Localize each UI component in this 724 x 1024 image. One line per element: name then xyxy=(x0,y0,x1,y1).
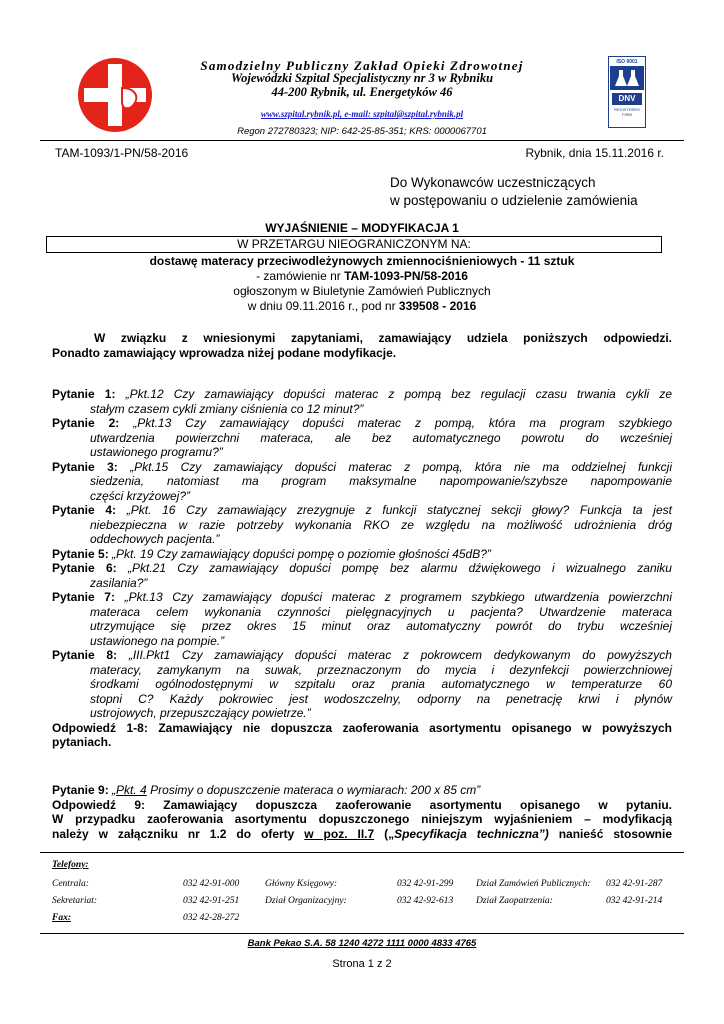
question-label: Pytanie 6: xyxy=(52,561,117,575)
order-prefix: - zamówienie nr xyxy=(256,269,345,283)
fax-label: Fax: xyxy=(52,913,71,923)
question-text: „Pkt.13 Czy zamawiający dopuści materac z programem szybkiego utwardzenia powierzchni xyxy=(124,590,672,604)
question-item xyxy=(52,416,672,460)
question-label: Pytanie 3: xyxy=(52,459,118,474)
footer-phone: 032 42-91-299 xyxy=(397,879,454,889)
answer-9-line: W przypadku zaoferowania asortymentu dopuszczonego niniejszym wyjaśnieniem – modyfikacją xyxy=(52,812,672,826)
question-text: stałym czasem cykli zmiany ciśnienia co 12 minut?” xyxy=(90,401,364,416)
footer-phone: 032 42-91-214 xyxy=(606,896,663,906)
intro-line: W związku z wniesionymi zapytaniami, zamawiający udziela poniższych odpowiedzi. xyxy=(94,331,672,345)
question-text: „Pkt.12 Czy zamawiający dopuści materac z pompą bez regulacji czasu trwania cykli ze xyxy=(125,387,672,401)
header-divider xyxy=(40,140,684,141)
date-prefix: w dniu 09.11.2016 r., pod nr xyxy=(247,299,399,313)
footer-divider xyxy=(40,852,684,853)
footer-label: Dział Zamówień Publicznych: xyxy=(476,879,591,889)
answer-text: („ xyxy=(374,826,395,841)
footer-label: Główny Księgowy: xyxy=(265,879,338,889)
registered-firm-label: REGISTERED FIRM xyxy=(613,107,640,117)
answer-9-line xyxy=(52,827,672,842)
question-text: „III.Pkt1 Czy zamawiający dopuści materac z pokrowcem dedykowanym do powyższych xyxy=(128,648,672,662)
iso-certificate-badge xyxy=(608,56,646,128)
question-list xyxy=(52,387,672,750)
subject-line: dostawę materacy przeciwodleżynowych zmiennociśnieniowych - 11 sztuk xyxy=(149,254,575,268)
question-item xyxy=(52,590,672,648)
question-item xyxy=(52,561,672,590)
question-text: utwardzenia powierzchni materaca, ale bez automatycznego powrotu do wcześniej xyxy=(90,430,672,445)
order-number-line xyxy=(0,269,724,284)
page-number: Strona 1 z 2 xyxy=(332,958,392,970)
question-label: Pytanie 9: xyxy=(52,783,109,797)
answer-1-8: Odpowiedź 1-8: Zamawiający nie dopuszcza zaoferowania asortymentu opisanego w powyższych xyxy=(52,720,672,735)
iso-label: ISO 9001 xyxy=(616,59,638,65)
question-9-block xyxy=(52,783,672,841)
org-name: Samodzielny Publiczny Zakład Opieki Zdrowotnej xyxy=(200,58,524,73)
dnv-logo: DNV xyxy=(612,93,642,105)
question-text: ustawionego na pompie.” xyxy=(90,633,225,648)
question-text: oddechowych pacjenta.” xyxy=(90,532,220,546)
question-text: siedzenia, natomiast ma program maksymalne napompowanie/szybsze napompowanie xyxy=(90,474,672,488)
answer-text: nanieść stosownie xyxy=(548,826,673,841)
addressee-line: w postępowaniu o udzielenie zamówienia xyxy=(390,193,638,208)
question-text: „Pkt.13 Czy zamawiający dopuści materac z pompą, która ma program szybkiego xyxy=(133,416,672,430)
footer-phone: 032 42-91-251 xyxy=(183,896,240,906)
question-quote-open: „ xyxy=(112,783,117,797)
document-title: WYJAŚNIENIE – MODYFIKACJA 1 xyxy=(265,221,459,235)
spec-ref: Specyfikacja techniczna”) xyxy=(394,826,549,841)
question-text: „Pkt. 16 Czy zamawiający zrezygnuje z funkcji statycznej sekcji głowy? Funkcja ta jest xyxy=(126,503,672,517)
website-email-links[interactable]: www.szpital.rybnik.pl, e-mail: szpital@szpital.rybnik.pl xyxy=(260,109,464,119)
answer-text: należy w załączniku nr 1.2 do oferty xyxy=(52,826,305,841)
footer-label: Sekretariat: xyxy=(52,896,98,906)
question-text: Prosimy o dopuszczenie materaca o wymiarach: 200 x 85 cm” xyxy=(146,783,481,797)
question-item xyxy=(52,547,672,562)
phones-label: Telefony: xyxy=(52,860,89,870)
fax-number: 032 42-28-272 xyxy=(183,913,240,923)
hospital-name: Wojewódzki Szpital Specjalistyczny nr 3 w Rybniku xyxy=(230,71,494,85)
question-item xyxy=(52,648,672,721)
question-label: Pytanie 2: xyxy=(52,416,120,430)
publication-date-line xyxy=(0,299,724,314)
question-text: ustrojowych, przepuszczający powietrze.” xyxy=(90,706,311,720)
question-text: materacy, zamykanym na suwak, przeznaczonym do mycia i dezynfekcji powierzchniowej xyxy=(90,662,672,677)
answer-1-8-cont: pytaniach. xyxy=(52,735,112,749)
flask-icon xyxy=(610,66,644,90)
bank-account: Bank Pekao S.A. 58 1240 4272 1111 0000 4833 4765 xyxy=(247,938,477,949)
question-item xyxy=(52,460,672,504)
question-label: Pytanie 4: xyxy=(52,503,117,517)
footer-phone: 032 42-91-287 xyxy=(606,879,663,889)
question-text: „Pkt.21 Czy zamawiający dopuści pompę bez alarmu dźwiękowego i wizualnego zaniku xyxy=(127,561,672,575)
question-label: Pytanie 8: xyxy=(52,648,118,662)
letter-date: Rybnik, dnia 15.11.2016 r. xyxy=(525,146,664,160)
footer-phone: 032 42-92-613 xyxy=(397,896,454,906)
footer-divider xyxy=(40,933,684,934)
procedure-type-box: W PRZETARGU NIEOGRANICZONYM NA: xyxy=(46,236,662,253)
question-point-ref: Pkt. 4 xyxy=(116,783,147,797)
question-text: części krzyżowej?” xyxy=(90,488,191,503)
question-item xyxy=(52,503,672,547)
footer-label: Dział Organizacyjny: xyxy=(265,896,347,906)
question-text: zasilania?” xyxy=(90,575,148,590)
reference-number: TAM-1093/1-PN/58-2016 xyxy=(55,146,189,160)
question-text: środkami ogólnodostępnymi w szpitalu oraz prania automatycznego w temperaturze 60 xyxy=(90,677,672,691)
addressee-block xyxy=(390,174,638,210)
hospital-address: 44-200 Rybnik, ul. Energetyków 46 xyxy=(271,85,453,99)
publication-number: 339508 - 2016 xyxy=(398,299,477,313)
footer-phone: 032 42-91-000 xyxy=(183,879,240,889)
question-text: „Pkt.15 Czy zamawiający dopuści materac z pompą, która nie ma oddzielnej funkcji xyxy=(130,459,672,474)
question-item xyxy=(52,387,672,416)
question-text: „Pkt. 19 Czy zamawiający dopuści pompę o poziomie głośności 45dB?” xyxy=(112,546,491,561)
intro-line: Ponadto zamawiający wprowadza niżej podane modyfikacje. xyxy=(52,346,397,360)
question-label: Pytanie 5: xyxy=(52,546,109,561)
answer-9-line: Odpowiedź 9: Zamawiający dopuszcza zaoferowanie asortymentu opisanego w pytaniu. xyxy=(52,797,672,812)
publication-line: ogłoszonym w Biuletynie Zamówień Publicznych xyxy=(233,284,491,298)
question-text: niebezpieczna w razie potrzeby wykonania RKO ze względu na możliwość udrożnienia dróg xyxy=(90,517,672,532)
question-text: ustawionego programu?” xyxy=(90,445,223,459)
footer-label: Dział Zaopatrzenia: xyxy=(476,896,553,906)
order-number: TAM-1093-PN/58-2016 xyxy=(344,269,468,283)
question-text: utrzymujące się przez okres 15 minut oraz automatyczny powrót do trybu wcześniej xyxy=(90,619,672,633)
question-label: Pytanie 7: xyxy=(52,590,115,604)
footer-label: Centrala: xyxy=(52,879,89,889)
question-text: materaca celem wykonania czynności pielęgnacyjnych u pacjenta? Utwardzenie materaca xyxy=(90,604,672,619)
question-label: Pytanie 1: xyxy=(52,387,116,401)
position-ref: w poz. II.7 xyxy=(304,826,375,841)
registration-numbers: Regon 272780323; NIP: 642-25-85-351; KRS: 0000067701 xyxy=(237,126,487,137)
addressee-line: Do Wykonawców uczestniczących xyxy=(390,175,596,190)
question-text: stopni C? Każdy pokrowiec jest wodoszczelny, odporny na penetrację krwi i płynów xyxy=(90,691,672,706)
